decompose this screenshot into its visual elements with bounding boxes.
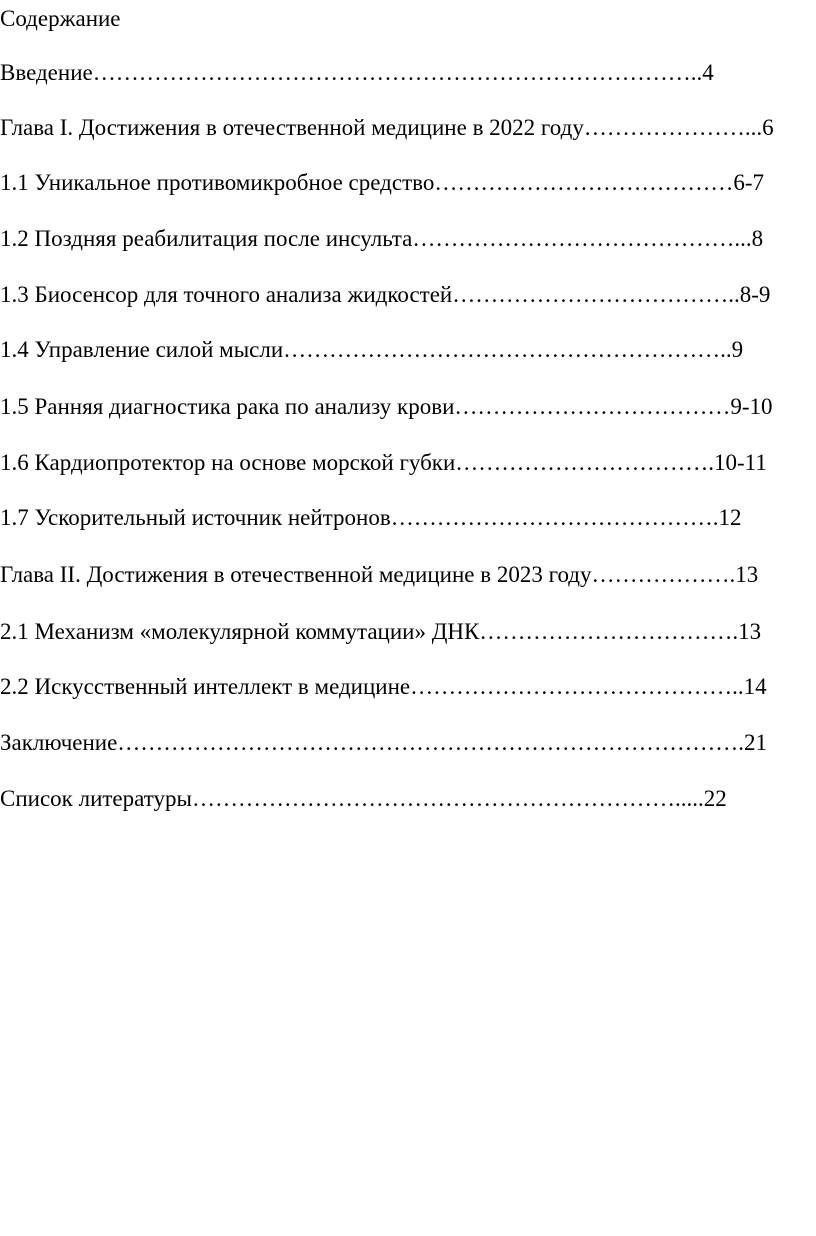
toc-entry-references [0, 784, 816, 814]
toc-entry-1-2 [0, 224, 816, 254]
toc-entry-introduction [0, 58, 812, 88]
toc-entry-text: 2.1 Механизм «молекулярной коммутации» ДНК…………………………….13 [0, 619, 762, 644]
toc-entry-text: 1.4 Управление силой мысли…………………………………………………..9 [0, 337, 744, 362]
toc-entry-text: 2.2 Искусственный интеллект в медицине……………………………………..14 [0, 674, 767, 699]
toc-entry-2-1 [0, 617, 816, 647]
toc-entry-1-7 [0, 503, 816, 533]
toc-entry-text: 1.6 Кардиопротектор на основе морской губки…………………………….10-11 [0, 450, 767, 475]
toc-entry-1-1 [0, 168, 816, 198]
toc-entry-1-4 [0, 335, 816, 365]
toc-entry-text: 1.1 Уникальное противомикробное средство…………………………………6-7 [0, 170, 764, 195]
toc-entry-1-3 [0, 280, 816, 310]
toc-entry-text: Введение……………………………………………………………………..4 [0, 60, 714, 85]
toc-entry-1-5 [0, 392, 816, 422]
toc-entry-1-6 [0, 448, 816, 478]
toc-entry-text: Глава II. Достижения в отечественной медицине в 2023 году……………….13 [0, 562, 759, 587]
toc-entry-chapter-1 [0, 113, 816, 143]
page-title: Содержание [0, 6, 121, 31]
toc-entry-2-2 [0, 672, 816, 702]
toc-entry-text: 1.7 Ускорительный источник нейтронов…………………………………….12 [0, 505, 742, 530]
toc-entry-conclusion [0, 728, 816, 758]
toc-entry-text: Заключение……………………………………………………………………….21 [0, 730, 768, 755]
toc-entry-text: Глава I. Достижения в отечественной медицине в 2022 году…………………...6 [0, 115, 774, 140]
toc-entry-text: 1.5 Ранняя диагностика рака по анализу крови………………………………9-10 [0, 394, 773, 419]
toc-entry-text: 1.3 Биосенсор для точного анализа жидкостей………………………………..8-9 [0, 282, 771, 307]
toc-entry-chapter-2 [0, 560, 816, 590]
toc-entry-text: 1.2 Поздняя реабилитация после инсульта……………………………………...8 [0, 226, 764, 251]
toc-entry-text: Список литературы……………………………………………………….....22 [0, 786, 727, 811]
